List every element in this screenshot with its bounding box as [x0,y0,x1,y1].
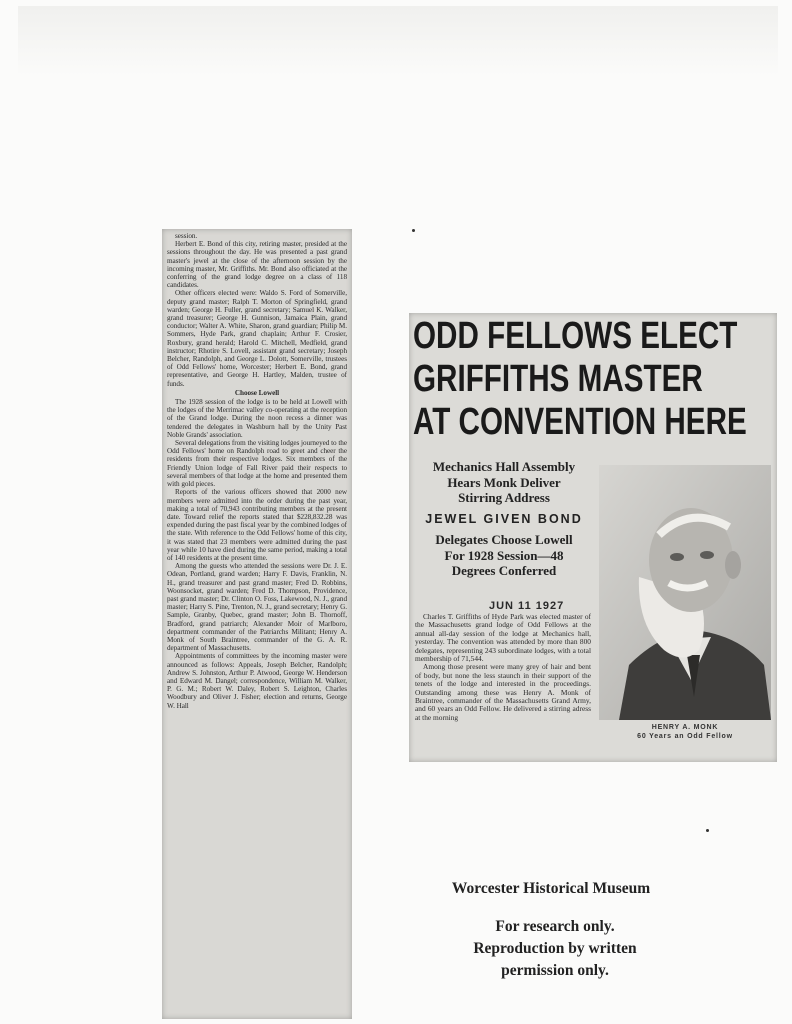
left-para-6: Among the guests who attended the sessions were Dr. J. E. Odean, Portland, grand warden; Harry F. Davis, Franklin, N. H., grand treasurer and past grand master; Fred D. Robbins, Woonsocket, grand warden; Fred D. Thompson, Providence, past grand master; Dr. Clinton O. Foss, Lakewood, N. J., grand master; Harry S. Pine, Trenton, N. J., grand secretary; Henry G. Sample, Granby, Quebec, grand master; John B. Thornoff, Bradford, grand patriarch; Alexander Moir of Marlboro, department commander of the Patriarchs Militant; Henry A. Monk of South Braintree, commander of the G. A. R. department of Massachusetts. [167,562,347,653]
headline [413,315,747,444]
left-para-7: Appointments of committees by the incoming master were announced as follows: Appeals, Joseph Belcher, Randolph; Andrew S. Johnston, Arthur P. Atwood, George W. Henderson and Edward M. Dangel; correspondence, William M. Walker, P. G. M.; Robert W. Daley, Robert S. Leighton, Charles Woodbury and Oliver J. Fisher; election and returns, George W. Hall [167,652,347,710]
restriction-line-1: For research only. [495,918,615,935]
left-para-1: Herbert E. Bond of this city, retiring master, presided at the sessions throughout the day. He was presented a past grand master's jewel at the close of the afternoon session by the incoming master, Mr. Griffiths. Mr. Bond also officiated at the conferring of the grand lodge degree on a class of 118 candidates. [167,240,347,290]
portrait-illustration [599,465,771,720]
left-newspaper-clipping [162,229,352,1019]
deck-jewel: JEWEL GIVEN BOND [425,511,583,526]
story-para-1: Among those present were many grey of hair and bent of body, but none the less staunch in their support of the tenets of the lodge and interested in the proceedings. Outstanding among these was Henry A. Monk of Braintree, commander of the Massachusetts Grand Army, and 60 years an Odd Fellow. He delivered a stirring adress at the morning [415,662,591,722]
deck-top-1: Mechanics Hall Assembly [432,459,576,474]
clipping-column [162,229,352,710]
restriction-line-2: Reproduction by written [473,940,637,957]
deck-bottom-2: For 1928 Session—48 [444,547,564,563]
deck-bottom-1: Delegates Choose Lowell [435,532,573,547]
deck-top-2: Hears Monk Deliver [447,474,561,490]
headline-line-3: AT CONVENTION HERE [413,401,747,443]
story-para-0: Charles T. Griffiths of Hyde Park was elected master of the Massachusetts grand lodge of Odd Fellows at the annual all-day session of the lodge at Mechanics hall, yesterday. The convention was attended by more than 800 delegates, representing 243 subordinate lodges, with a total membership of 71,544. [415,612,591,664]
deck-top-3: Stirring Address [458,490,550,505]
restriction-line-3: permission only. [501,962,609,979]
deck-bottom-3: Degrees Conferred [451,563,557,578]
date-stamp: JUN 11 1927 [489,600,565,612]
portrait-caption [599,723,771,741]
headline-line-2: GRIFFITHS MASTER [413,358,703,400]
left-para-3: The 1928 session of the lodge is to be held at Lowell with the lodges of the Merrimac valley co-operating at the reception of the Grand lodge. During the noon recess a dinner was tendered the delegates in Washburn hall by the Unity Past Noble Grands' association. [167,398,347,439]
caption-subtitle: 60 Years an Odd Fellow [637,733,733,740]
caption-name: HENRY A. MONK [651,724,719,731]
usage-restriction [420,916,690,982]
scan-speck [412,229,415,232]
museum-name: Worcester Historical Museum [451,880,651,897]
left-para-4: Several delegations from the visiting lodges journeyed to the Odd Fellows' home on Randolph road to greet and cheer the residents from their respective lodges. Six members of the Friendly Union lodge of Fall River paid their respects to several members of that lodge at the home and presented them with gold pieces. [167,439,347,489]
left-subhead: Choose Lowell [234,388,280,397]
right-newspaper-clipping [409,313,777,762]
portrait-photo [599,465,771,720]
sub-headline-deck [415,459,593,579]
headline-line-1: ODD FELLOWS ELECT [413,315,738,357]
museum-notice [420,880,690,982]
scan-speck [706,829,709,832]
left-para-5: Reports of the various officers showed that 2000 new members were admitted into the order during the past year, making a total of 70,943 contributing members at the present date. Toward relief the reports stated that $228,832.28 was expended during the past fiscal year by the combined lodges of the state. With reference to the Odd Fellows' home of this city, it was stated that 23 members were admitted during the past year while 10 have died during the same period, making a total of 140 residents at the present time. [167,488,347,562]
story-text [415,613,591,722]
scan-shadow [18,6,778,76]
left-para-2: Other officers elected were: Waldo S. Ford of Somerville, deputy grand master; Ralph T. Morton of Springfield, grand warden; George H. Fuller, grand secretary; Samuel K. Walker, grand treasurer; George H. Gunnison, Jamaica Plain, grand conductor; Walter A. White, Sharon, grand guardian; Philip M. Sommers, Hyde Park, grand chaplain; Arthur F. Crosier, Roxbury, grand herald; Harold C. Mitchell, Medfield, grand instructor; Rhotire S. Lovell, assistant grand secretary; Joseph Belcher, Randolph, and George L. Dolott, Somerville, trustees of Odd Fellows' home, Worcester; Herbert E. Bond, grand representative, and George H. Hartley, Malden, trustee of funds. [167,289,347,388]
left-para-0: session. [175,232,198,240]
